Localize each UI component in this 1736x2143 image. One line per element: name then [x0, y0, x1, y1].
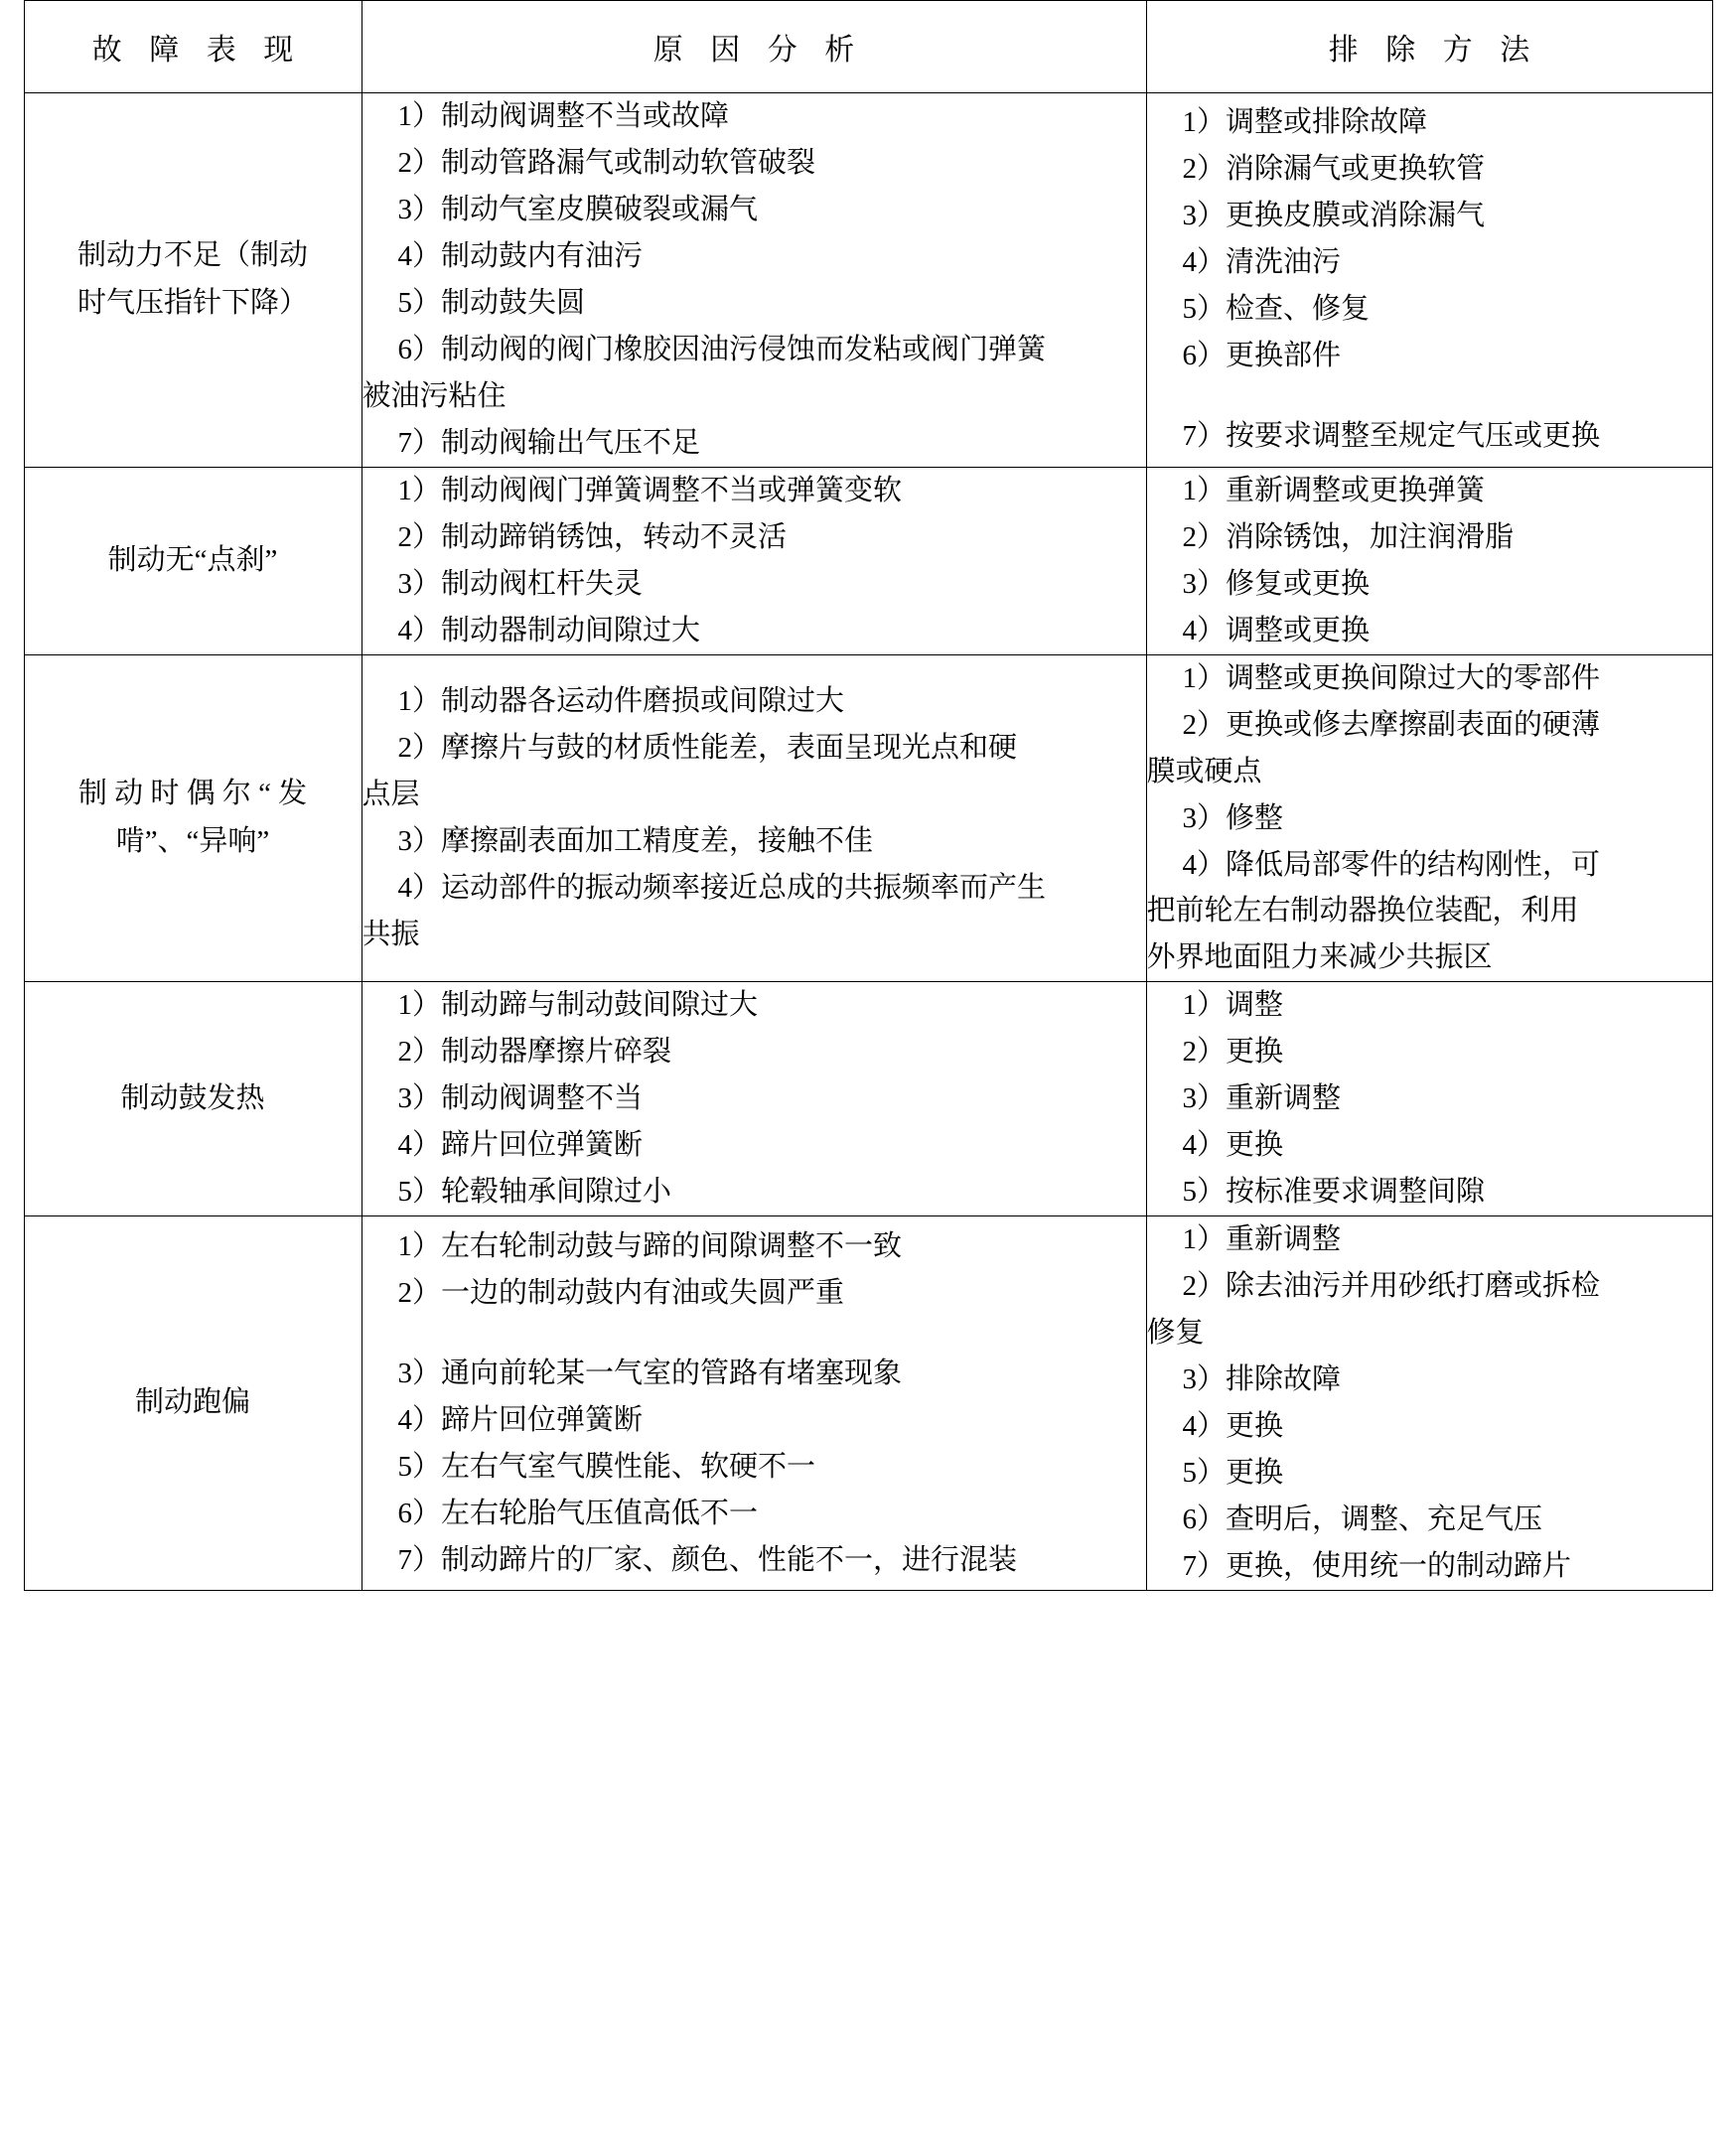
- cause-line: 2）制动蹄销锈蚀，转动不灵活: [397, 520, 788, 553]
- cause-line: 2）制动器摩擦片碎裂: [397, 1036, 672, 1069]
- remedy-line: 4）清洗油污: [1182, 246, 1342, 279]
- table-row: [24, 1216, 1712, 1591]
- symptom-cell: [24, 467, 362, 654]
- cause-cell: [362, 1216, 1146, 1591]
- remedy-line: 3）修复或更换: [1182, 567, 1371, 600]
- cause-line: 4）蹄片回位弹簧断: [397, 1129, 644, 1162]
- remedy-line: 2）更换或修去摩擦副表面的硬薄: [1182, 708, 1601, 741]
- cause-line: 7）制动阀输出气压不足: [397, 426, 701, 459]
- cause-line: 共振: [362, 918, 420, 950]
- remedy-line: 7）更换，使用统一的制动蹄片: [1182, 1550, 1572, 1583]
- symptom-cell: [24, 93, 362, 468]
- cause-line: 3）摩擦副表面加工精度差，接触不佳: [397, 825, 874, 858]
- remedy-line: 1）重新调整: [1182, 1223, 1342, 1256]
- remedy-line: 4）调整或更换: [1182, 614, 1371, 646]
- remedy-line: 4）降低局部零件的结构刚性，可: [1182, 848, 1601, 881]
- cause-line: 4）运动部件的振动频率接近总成的共振频率而产生: [397, 871, 1047, 904]
- cause-line: 被油污粘住: [362, 379, 506, 412]
- cause-cell: [362, 654, 1146, 982]
- cause-line: 5）轮毂轴承间隙过小: [397, 1176, 672, 1209]
- remedy-line: 3）更换皮膜或消除漏气: [1182, 200, 1486, 232]
- remedy-line: 外界地面阻力来减少共振区: [1146, 941, 1493, 974]
- cause-line: 6）左右轮胎气压值高低不一: [397, 1497, 759, 1529]
- remedy-cell: [1146, 467, 1712, 654]
- remedy-line: 膜或硬点: [1146, 755, 1262, 787]
- remedy-line: 6）更换部件: [1182, 340, 1342, 372]
- table-row: [24, 467, 1712, 654]
- column-header-remedy: 排 除 方 法: [1146, 1, 1712, 93]
- remedy-line: 2）更换: [1182, 1036, 1284, 1069]
- remedy-line: 1）调整或更换间隙过大的零部件: [1182, 661, 1601, 694]
- symptom-line: 制动力不足（制动: [76, 239, 308, 272]
- symptom-line: 制动无“点刹”: [107, 543, 278, 576]
- cause-line: 5）制动鼓失圆: [397, 286, 586, 319]
- remedy-line: 6）查明后，调整、充足气压: [1182, 1503, 1543, 1536]
- remedy-line: 4）更换: [1182, 1129, 1284, 1162]
- remedy-line: 1）调整或排除故障: [1182, 106, 1428, 139]
- table-row: [24, 982, 1712, 1216]
- remedy-line: 2）除去油污并用砂纸打磨或拆检: [1182, 1270, 1601, 1303]
- cause-cell: [362, 467, 1146, 654]
- table-header-row: [24, 1, 1712, 93]
- cause-line: 1）左右轮制动鼓与蹄的间隙调整不一致: [397, 1229, 903, 1262]
- remedy-line: 7）按要求调整至规定气压或更换: [1182, 420, 1601, 453]
- cause-line: 点层: [362, 779, 420, 811]
- cause-line: 3）制动阀调整不当: [397, 1082, 644, 1115]
- cause-cell: [362, 982, 1146, 1216]
- remedy-line: 3）排除故障: [1182, 1363, 1342, 1396]
- cause-line: 6）制动阀的阀门橡胶因油污侵蚀而发粘或阀门弹簧: [397, 333, 1047, 365]
- table-row: [24, 93, 1712, 468]
- symptom-line: 啃”、“异响”: [115, 825, 270, 858]
- symptom-cell: [24, 982, 362, 1216]
- remedy-line: 4）更换: [1182, 1410, 1284, 1443]
- symptom-line: 制动鼓发热: [120, 1081, 265, 1114]
- cause-line: 1）制动阀调整不当或故障: [397, 100, 730, 132]
- cause-line: 7）制动蹄片的厂家、颜色、性能不一，进行混装: [397, 1543, 1018, 1576]
- cause-line: 2）制动管路漏气或制动软管破裂: [397, 146, 816, 179]
- remedy-cell: [1146, 1216, 1712, 1591]
- remedy-line: 1）调整: [1182, 989, 1284, 1022]
- column-header-cause: 原 因 分 析: [362, 1, 1146, 93]
- remedy-line: 2）消除锈蚀，加注润滑脂: [1182, 520, 1515, 553]
- remedy-line: 把前轮左右制动器换位装配，利用: [1146, 895, 1579, 928]
- cause-line: 3）制动气室皮膜破裂或漏气: [397, 193, 759, 225]
- remedy-line: 修复: [1146, 1317, 1205, 1350]
- symptom-cell: [24, 1216, 362, 1591]
- cause-line: 3）通向前轮某一气室的管路有堵塞现象: [397, 1357, 903, 1389]
- column-header-symptom: 故 障 表 现: [24, 1, 362, 93]
- table-body: [24, 93, 1712, 1591]
- cause-line: 4）蹄片回位弹簧断: [397, 1403, 644, 1436]
- symptom-line: 时气压指针下降）: [76, 286, 308, 319]
- symptom-line: 制动跑偏: [134, 1386, 250, 1419]
- table-row: [24, 654, 1712, 982]
- cause-line: 2）一边的制动鼓内有油或失圆严重: [397, 1276, 845, 1309]
- remedy-line: 5）按标准要求调整间隙: [1182, 1176, 1486, 1209]
- remedy-cell: [1146, 654, 1712, 982]
- table-header: [24, 1, 1712, 93]
- remedy-line: 3）修整: [1182, 801, 1284, 834]
- cause-line: 3）制动阀杠杆失灵: [397, 567, 644, 600]
- remedy-cell: [1146, 982, 1712, 1216]
- remedy-line: 3）重新调整: [1182, 1082, 1342, 1115]
- symptom-cell: [24, 654, 362, 982]
- cause-line: 1）制动阀阀门弹簧调整不当或弹簧变软: [397, 474, 903, 506]
- remedy-line: 2）消除漏气或更换软管: [1182, 153, 1486, 186]
- fault-diagnosis-table: [24, 0, 1713, 1591]
- remedy-line: 5）检查、修复: [1182, 293, 1371, 326]
- cause-cell: [362, 93, 1146, 468]
- symptom-line: 制 动 时 偶 尔 “ 发: [77, 778, 308, 810]
- cause-line: 5）左右气室气膜性能、软硬不一: [397, 1450, 816, 1483]
- remedy-line: 5）更换: [1182, 1457, 1284, 1490]
- remedy-line: 1）重新调整或更换弹簧: [1182, 474, 1486, 506]
- remedy-cell: [1146, 93, 1712, 468]
- cause-line: 1）制动蹄与制动鼓间隙过大: [397, 989, 759, 1022]
- cause-line: 1）制动器各运动件磨损或间隙过大: [397, 685, 845, 718]
- cause-line: 2）摩擦片与鼓的材质性能差，表面呈现光点和硬: [397, 732, 1018, 765]
- cause-line: 4）制动器制动间隙过大: [397, 614, 701, 646]
- cause-line: 4）制动鼓内有油污: [397, 239, 644, 272]
